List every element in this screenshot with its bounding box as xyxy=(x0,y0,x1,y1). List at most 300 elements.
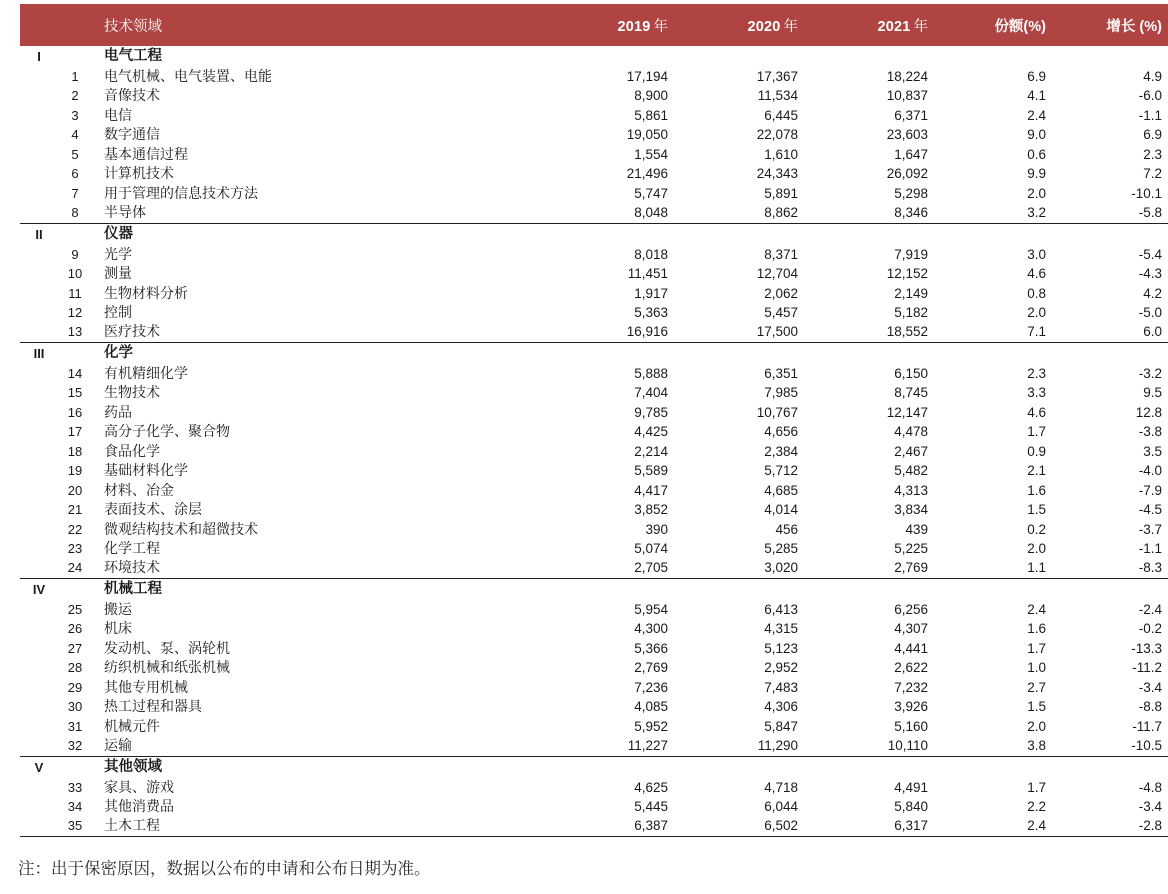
row-field-name: 音像技术 xyxy=(104,87,160,104)
row-share-percent: 4.6 xyxy=(1027,266,1046,282)
row-value-2021: 5,160 xyxy=(894,718,928,734)
column-header-2020-suffix: 年 xyxy=(783,18,798,35)
column-header-share: 份额(%) xyxy=(994,18,1046,35)
group-2020-spacer xyxy=(690,342,820,364)
column-header-2019-number: 2019 xyxy=(617,18,651,35)
row-number: 16 xyxy=(67,404,83,420)
row-share-percent: 3.2 xyxy=(1027,205,1046,221)
group-2021-spacer xyxy=(820,223,950,245)
row-share-percent: 0.2 xyxy=(1027,521,1046,537)
row-field-name: 家具、游戏 xyxy=(104,778,174,795)
row-rank-spacer xyxy=(20,184,58,203)
column-header-2019 xyxy=(560,4,690,46)
row-number: 1 xyxy=(71,69,79,84)
row-value-2021: 8,745 xyxy=(894,385,928,401)
row-value-2020: 4,718 xyxy=(764,779,798,795)
row-field-name: 数字通信 xyxy=(104,126,160,143)
row-number: 6 xyxy=(71,166,79,182)
table-row xyxy=(20,778,1168,797)
row-value-2019: 16,916 xyxy=(626,324,668,340)
group-2020-spacer xyxy=(690,756,820,778)
row-growth-percent: -2.4 xyxy=(1138,601,1162,617)
row-value-2019: 5,747 xyxy=(634,185,668,201)
row-growth-percent: -0.2 xyxy=(1138,621,1162,637)
group-2019-spacer xyxy=(560,756,690,778)
group-number-spacer xyxy=(58,342,92,364)
row-field-name: 控制 xyxy=(104,303,132,320)
row-value-2020: 6,445 xyxy=(764,107,798,123)
row-number: 10 xyxy=(67,266,83,282)
column-header-2021-number: 2021 xyxy=(877,18,911,35)
row-value-2019: 11,227 xyxy=(627,738,668,754)
row-field-name: 电气机械、电气装置、电能 xyxy=(104,68,272,84)
row-rank-spacer xyxy=(20,125,58,144)
row-growth-percent: -6.0 xyxy=(1138,88,1162,104)
row-rank-spacer xyxy=(20,717,58,736)
row-value-2021: 1,647 xyxy=(894,146,928,162)
group-2021-spacer xyxy=(820,578,950,600)
row-number: 14 xyxy=(67,365,83,381)
row-value-2019: 4,417 xyxy=(634,482,668,498)
row-value-2019: 5,074 xyxy=(634,540,668,556)
row-rank-spacer xyxy=(20,383,58,402)
table-group-row xyxy=(20,223,1168,245)
row-value-2020: 11,534 xyxy=(757,88,798,104)
group-title: 化学 xyxy=(92,342,560,364)
row-share-percent: 1.7 xyxy=(1027,640,1046,656)
row-rank-spacer xyxy=(20,364,58,383)
row-value-2021: 6,150 xyxy=(894,365,928,381)
group-2019-spacer xyxy=(560,223,690,245)
row-value-2021: 4,478 xyxy=(894,424,928,440)
row-rank-spacer xyxy=(20,520,58,539)
row-growth-percent: -3.2 xyxy=(1138,365,1162,381)
row-rank-spacer xyxy=(20,422,58,441)
row-number: 8 xyxy=(71,205,79,221)
row-value-2019: 6,387 xyxy=(560,816,690,836)
row-value-2021: 5,840 xyxy=(894,798,928,814)
group-share-spacer xyxy=(950,46,1060,67)
table-body xyxy=(20,46,1168,836)
table-row xyxy=(20,600,1168,619)
row-field-name: 生物技术 xyxy=(104,384,160,401)
row-field-name: 光学 xyxy=(104,245,132,262)
row-value-2019: 7,236 xyxy=(634,679,668,695)
row-value-2021: 8,346 xyxy=(894,205,928,221)
group-roman-numeral: V xyxy=(20,756,58,778)
row-value-2019: 5,861 xyxy=(634,107,668,123)
row-rank-spacer xyxy=(20,245,58,264)
group-title: 机械工程 xyxy=(92,578,560,600)
table-row xyxy=(20,86,1168,105)
row-number: 20 xyxy=(67,482,83,498)
row-value-2021: 10,110 xyxy=(887,738,928,754)
row-share-percent: 1.6 xyxy=(1027,621,1046,637)
row-rank-spacer xyxy=(20,106,58,125)
row-value-2021: 2,769 xyxy=(894,560,928,576)
row-share-percent: 2.7 xyxy=(1027,679,1046,695)
column-header-field: 技术领域 xyxy=(104,18,162,35)
row-value-2021: 6,371 xyxy=(894,107,928,123)
row-value-2020: 17,500 xyxy=(756,324,798,340)
row-field-name: 机械元件 xyxy=(104,717,160,734)
row-value-2019: 17,194 xyxy=(626,69,668,84)
row-growth-percent: -3.7 xyxy=(1138,521,1162,537)
row-share-percent: 1.6 xyxy=(1027,482,1046,498)
row-value-2019: 5,445 xyxy=(634,798,668,814)
row-value-2020: 4,656 xyxy=(764,424,798,440)
row-value-2021: 12,152 xyxy=(886,266,928,282)
row-rank-spacer xyxy=(20,481,58,500)
row-share-percent: 2.4 xyxy=(1027,601,1046,617)
row-number: 26 xyxy=(67,621,83,637)
row-number: 33 xyxy=(67,779,83,795)
row-value-2021: 5,482 xyxy=(894,463,928,479)
row-share-percent: 9.0 xyxy=(1027,127,1046,143)
group-2021-spacer xyxy=(820,46,950,67)
group-growth-spacer xyxy=(1060,756,1168,778)
row-number: 2 xyxy=(71,88,79,104)
row-value-2020: 3,020 xyxy=(764,560,798,576)
row-value-2019: 8,900 xyxy=(634,88,668,104)
row-field-name: 微观结构技术和超微技术 xyxy=(104,520,258,537)
row-value-2021: 10,837 xyxy=(886,88,928,104)
row-share-percent: 3.8 xyxy=(1027,738,1046,754)
row-growth-percent: 4.9 xyxy=(1143,69,1162,84)
group-title: 仪器 xyxy=(92,223,560,245)
group-number-spacer xyxy=(58,578,92,600)
column-header-2021-suffix: 年 xyxy=(913,18,928,35)
row-growth-percent: -4.0 xyxy=(1138,463,1162,479)
row-value-2020: 5,285 xyxy=(764,540,798,556)
row-growth-percent: 4.2 xyxy=(1143,285,1162,301)
row-field-name: 半导体 xyxy=(104,204,146,221)
table-row xyxy=(20,125,1168,144)
table-group-row xyxy=(20,578,1168,600)
row-value-2021: 2,467 xyxy=(894,443,928,459)
row-rank-spacer xyxy=(20,678,58,697)
group-2019-spacer xyxy=(560,46,690,67)
row-number: 13 xyxy=(67,324,83,340)
row-value-2020: 22,078 xyxy=(756,127,798,143)
row-rank-spacer xyxy=(20,442,58,461)
row-growth-percent: -10.5 xyxy=(1131,738,1162,754)
row-value-2019: 21,496 xyxy=(626,166,668,182)
table-group-row xyxy=(20,46,1168,67)
row-value-2020: 5,847 xyxy=(764,718,798,734)
row-value-2020: 10,767 xyxy=(756,404,798,420)
column-header-2020 xyxy=(690,4,820,46)
row-value-2021: 2,622 xyxy=(894,660,928,676)
row-rank-spacer xyxy=(20,203,58,223)
row-number: 27 xyxy=(67,640,83,656)
row-value-2021: 4,313 xyxy=(894,482,928,498)
row-share-percent: 0.9 xyxy=(1027,443,1046,459)
row-number: 30 xyxy=(67,699,83,715)
row-share-percent: 2.0 xyxy=(1027,304,1046,320)
row-field-name: 运输 xyxy=(104,737,132,754)
row-growth-percent: -5.8 xyxy=(1138,205,1162,221)
row-growth-percent: -7.9 xyxy=(1138,482,1162,498)
row-rank-spacer xyxy=(20,403,58,422)
row-value-2019: 390 xyxy=(645,521,668,537)
table-row xyxy=(20,816,1168,836)
row-value-2019: 2,705 xyxy=(634,560,668,576)
row-share-percent: 9.9 xyxy=(1027,166,1046,182)
row-value-2019: 5,888 xyxy=(634,365,668,381)
row-field-name: 电信 xyxy=(104,106,132,123)
row-value-2020: 7,985 xyxy=(764,385,798,401)
row-value-2021: 6,256 xyxy=(894,601,928,617)
row-value-2019: 4,625 xyxy=(634,779,668,795)
row-value-2019: 4,425 xyxy=(634,424,668,440)
group-growth-spacer xyxy=(1060,46,1168,67)
row-rank-spacer xyxy=(20,600,58,619)
row-value-2020: 2,384 xyxy=(764,443,798,459)
row-value-2019: 1,554 xyxy=(634,146,668,162)
row-field-name: 其他消费品 xyxy=(104,797,174,814)
group-roman-numeral: III xyxy=(20,342,58,364)
row-value-2021: 26,092 xyxy=(886,166,928,182)
row-value-2019: 4,085 xyxy=(634,699,668,715)
row-growth-percent: -2.8 xyxy=(1060,816,1168,836)
row-number: 29 xyxy=(67,679,83,695)
row-field-name: 高分子化学、聚合物 xyxy=(104,423,230,440)
row-share-percent: 2.4 xyxy=(950,816,1060,836)
group-share-spacer xyxy=(950,342,1060,364)
row-rank-spacer xyxy=(20,539,58,558)
row-rank-spacer xyxy=(20,639,58,658)
row-value-2021: 2,149 xyxy=(894,285,928,301)
row-value-2021: 18,552 xyxy=(886,324,928,340)
row-number: 35 xyxy=(58,816,92,836)
row-field-name: 生物材料分析 xyxy=(104,284,188,301)
row-value-2020: 7,483 xyxy=(764,679,798,695)
row-value-2020: 2,952 xyxy=(764,660,798,676)
row-share-percent: 0.6 xyxy=(1027,146,1046,162)
row-growth-percent: -13.3 xyxy=(1131,640,1162,656)
row-field-name: 用于管理的信息技术方法 xyxy=(104,184,258,201)
row-number: 31 xyxy=(67,718,83,734)
row-growth-percent: 2.3 xyxy=(1143,146,1162,162)
row-rank-spacer xyxy=(20,697,58,716)
group-title: 电气工程 xyxy=(104,48,162,64)
row-value-2021: 4,441 xyxy=(894,640,928,656)
row-value-2021: 7,919 xyxy=(894,246,928,262)
row-value-2020: 5,712 xyxy=(764,463,798,479)
row-share-percent: 4.6 xyxy=(1027,404,1046,420)
group-roman-numeral: I xyxy=(37,49,41,64)
row-field-name: 测量 xyxy=(104,265,132,282)
group-number-spacer xyxy=(58,223,92,245)
row-rank-spacer xyxy=(20,816,58,836)
row-value-2019: 3,852 xyxy=(634,502,668,518)
table-row xyxy=(20,106,1168,125)
group-2020-spacer xyxy=(690,578,820,600)
row-number: 12 xyxy=(67,304,83,320)
table-row xyxy=(20,284,1168,303)
row-field-name: 食品化学 xyxy=(104,442,160,459)
row-field-name: 其他专用机械 xyxy=(104,678,188,695)
row-number: 21 xyxy=(67,502,83,518)
column-header-row-number xyxy=(58,4,92,46)
row-value-2019: 5,363 xyxy=(634,304,668,320)
row-number: 7 xyxy=(71,185,79,201)
row-rank-spacer xyxy=(20,619,58,638)
group-title: 其他领域 xyxy=(92,756,560,778)
row-field-name: 基础材料化学 xyxy=(104,462,188,479)
row-value-2019: 5,952 xyxy=(634,718,668,734)
row-number: 9 xyxy=(71,246,79,262)
row-value-2021: 7,232 xyxy=(894,679,928,695)
row-value-2019: 8,018 xyxy=(634,246,668,262)
row-field-name: 土木工程 xyxy=(92,816,560,836)
row-growth-percent: -11.2 xyxy=(1132,660,1162,676)
row-rank-spacer xyxy=(20,264,58,283)
row-growth-percent: 7.2 xyxy=(1143,166,1162,182)
row-value-2019: 5,589 xyxy=(634,463,668,479)
row-value-2019: 5,954 xyxy=(634,601,668,617)
row-number: 34 xyxy=(67,798,83,814)
table-row xyxy=(20,461,1168,480)
table-row xyxy=(20,422,1168,441)
row-number: 15 xyxy=(67,385,83,401)
row-number: 23 xyxy=(67,540,83,556)
table-row xyxy=(20,203,1168,223)
row-share-percent: 3.0 xyxy=(1027,246,1046,262)
table-row xyxy=(20,736,1168,756)
row-field-name: 纺织机械和纸张机械 xyxy=(104,659,230,676)
row-field-name: 计算机技术 xyxy=(104,165,174,182)
row-value-2021: 5,225 xyxy=(894,540,928,556)
row-value-2020: 4,685 xyxy=(764,482,798,498)
row-value-2020: 5,891 xyxy=(764,185,798,201)
technology-field-table xyxy=(20,4,1168,837)
table-row xyxy=(20,500,1168,519)
row-share-percent: 2.0 xyxy=(1027,185,1046,201)
row-growth-percent: -11.7 xyxy=(1132,718,1162,734)
table-row xyxy=(20,558,1168,578)
row-value-2021: 6,317 xyxy=(820,816,950,836)
row-value-2020: 456 xyxy=(775,521,798,537)
group-share-spacer xyxy=(950,756,1060,778)
row-growth-percent: 6.9 xyxy=(1143,127,1162,143)
row-growth-percent: -4.3 xyxy=(1138,266,1162,282)
row-rank-spacer xyxy=(20,303,58,322)
row-value-2020: 6,044 xyxy=(764,798,798,814)
row-growth-percent: -1.1 xyxy=(1138,540,1162,556)
row-number: 4 xyxy=(71,127,79,143)
row-growth-percent: 12.8 xyxy=(1135,404,1162,420)
row-value-2020: 4,014 xyxy=(764,502,798,518)
row-growth-percent: 6.0 xyxy=(1143,324,1162,340)
row-value-2020: 12,704 xyxy=(756,266,798,282)
row-growth-percent: -8.8 xyxy=(1138,699,1162,715)
row-value-2020: 8,371 xyxy=(764,246,798,262)
row-field-name: 热工过程和器具 xyxy=(104,698,202,715)
row-value-2019: 5,366 xyxy=(634,640,668,656)
row-value-2020: 17,367 xyxy=(756,69,798,84)
row-value-2019: 8,048 xyxy=(634,205,668,221)
row-share-percent: 1.1 xyxy=(1027,560,1046,576)
row-field-name: 基本通信过程 xyxy=(104,145,188,162)
table-row xyxy=(20,678,1168,697)
table-group-row xyxy=(20,756,1168,778)
table-row xyxy=(20,303,1168,322)
row-growth-percent: -8.3 xyxy=(1138,560,1162,576)
table-row xyxy=(20,245,1168,264)
group-2021-spacer xyxy=(820,756,950,778)
table-header-row xyxy=(20,4,1168,46)
row-rank-spacer xyxy=(20,164,58,183)
row-growth-percent: -3.8 xyxy=(1138,424,1162,440)
row-number: 25 xyxy=(67,601,83,617)
row-growth-percent: -5.0 xyxy=(1138,304,1162,320)
row-share-percent: 1.7 xyxy=(1027,779,1046,795)
row-share-percent: 4.1 xyxy=(1027,88,1046,104)
row-share-percent: 1.5 xyxy=(1027,502,1046,518)
row-share-percent: 7.1 xyxy=(1027,324,1046,340)
table-row xyxy=(20,539,1168,558)
row-value-2019: 2,769 xyxy=(634,660,668,676)
row-share-percent: 0.8 xyxy=(1027,285,1046,301)
row-share-percent: 2.3 xyxy=(1027,365,1046,381)
row-growth-percent: 9.5 xyxy=(1143,385,1162,401)
table-row xyxy=(20,481,1168,500)
row-value-2021: 23,603 xyxy=(886,127,928,143)
row-value-2021: 4,491 xyxy=(894,779,928,795)
row-number: 11 xyxy=(68,285,82,301)
row-rank-spacer xyxy=(20,86,58,105)
table-row xyxy=(20,67,1168,86)
row-field-name: 有机精细化学 xyxy=(104,364,188,381)
group-number-spacer xyxy=(58,756,92,778)
group-roman-numeral: IV xyxy=(20,578,58,600)
group-2019-spacer xyxy=(560,342,690,364)
row-growth-percent: -3.4 xyxy=(1138,679,1162,695)
row-value-2020: 5,123 xyxy=(764,640,798,656)
row-growth-percent: -3.4 xyxy=(1138,798,1162,814)
row-share-percent: 2.0 xyxy=(1027,718,1046,734)
row-value-2020: 6,351 xyxy=(764,365,798,381)
row-rank-spacer xyxy=(20,500,58,519)
table-row xyxy=(20,322,1168,342)
row-value-2019: 11,451 xyxy=(627,266,668,282)
row-rank-spacer xyxy=(20,67,58,86)
table-row xyxy=(20,797,1168,816)
row-value-2020: 6,502 xyxy=(690,816,820,836)
table-row xyxy=(20,619,1168,638)
row-field-name: 化学工程 xyxy=(104,539,160,556)
row-share-percent: 3.3 xyxy=(1027,385,1046,401)
column-header-growth: 增长 (%) xyxy=(1106,18,1162,35)
table-group-row xyxy=(20,342,1168,364)
table-row xyxy=(20,184,1168,203)
row-value-2019: 9,785 xyxy=(634,404,668,420)
row-number: 24 xyxy=(67,560,83,576)
row-rank-spacer xyxy=(20,145,58,164)
row-share-percent: 2.4 xyxy=(1027,107,1046,123)
table-row xyxy=(20,364,1168,383)
row-share-percent: 6.9 xyxy=(1027,69,1046,84)
table-row xyxy=(20,658,1168,677)
table-row xyxy=(20,717,1168,736)
row-share-percent: 2.0 xyxy=(1027,540,1046,556)
column-header-2021 xyxy=(820,4,950,46)
row-number: 28 xyxy=(67,660,83,676)
table-row xyxy=(20,403,1168,422)
row-value-2021: 3,926 xyxy=(894,699,928,715)
